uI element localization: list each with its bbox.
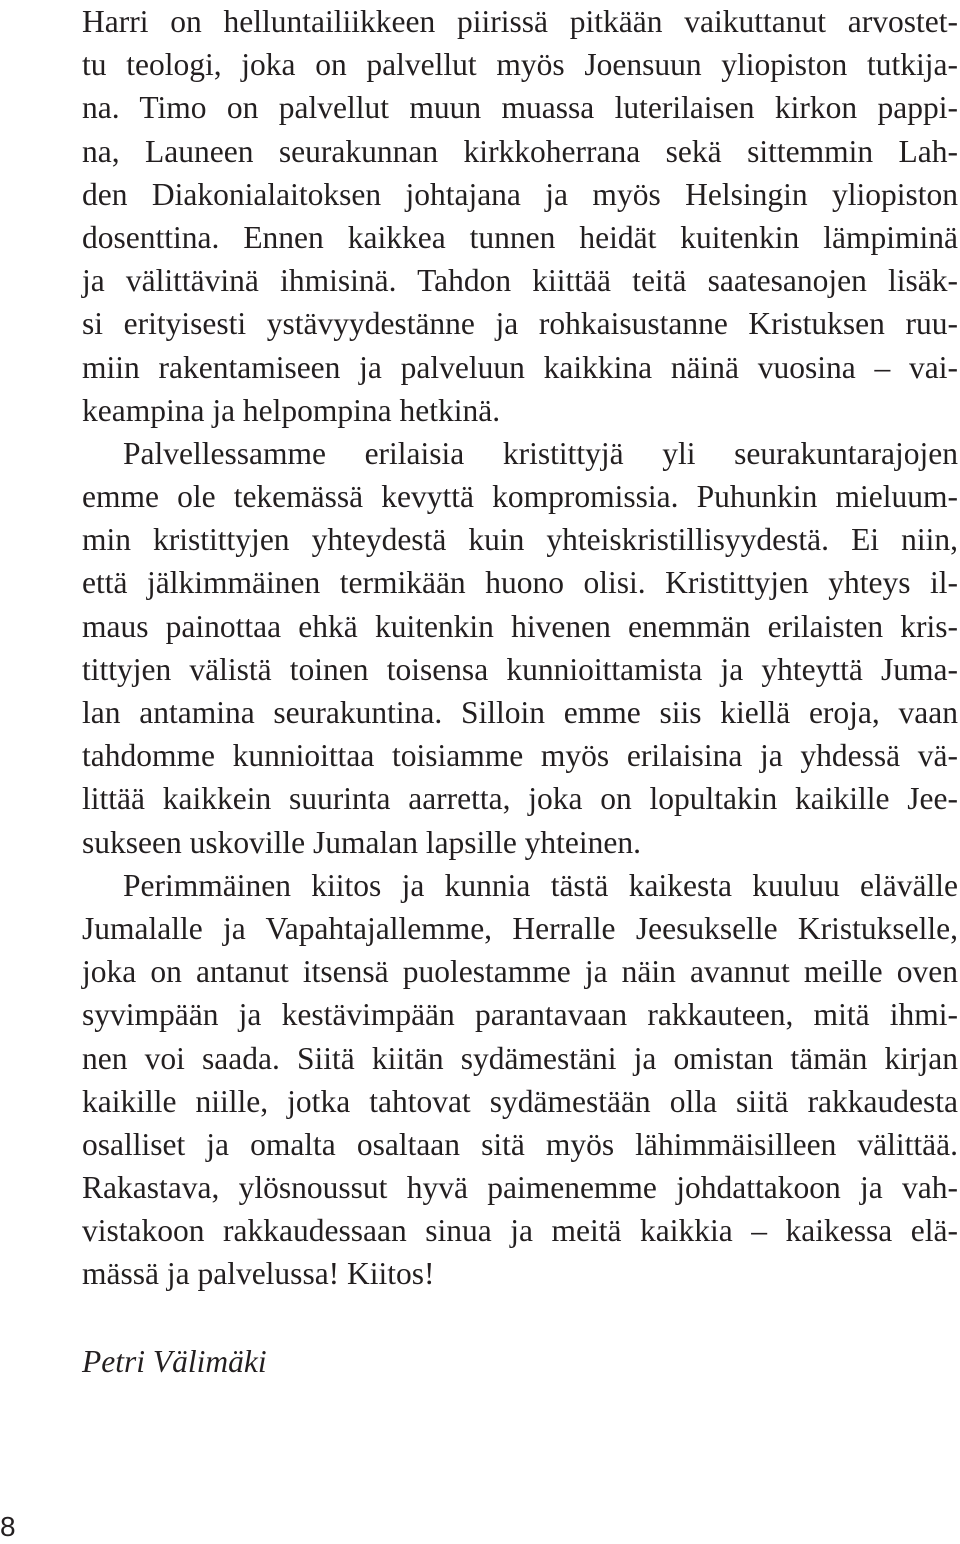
text-line: keampina ja helpompina hetkinä.	[82, 392, 501, 428]
text-line: kaikille niille, jotka tahtovat sydämestään olla siitä rakkaudesta	[82, 1083, 958, 1119]
text-line: tahdomme kunnioittaa toisiamme myös erilaisina ja yhdessä vä-	[82, 738, 958, 774]
text-line: min kristittyjen yhteydestä kuin yhteiskristillisyydestä. Ei niin,	[82, 522, 958, 558]
text-line: emme ole tekemässä kevyttä kompromissia. Puhunkin mieluum-	[82, 479, 958, 515]
text-line: tu teologi, joka on palvellut myös Joensuun yliopiston tutkija-	[82, 47, 958, 83]
text-line: littää kaikkein suurinta aarretta, joka on lopultakin kaikille Jee-	[82, 781, 958, 817]
text-line: na. Timo on palvellut muun muassa luterilaisen kirkon pappi-	[82, 90, 958, 126]
text-line: miin rakentamiseen ja palveluun kaikkina näinä vuosina – vai-	[82, 349, 958, 385]
text-line: Perimmäinen kiitos ja kunnia tästä kaikesta kuuluu elävälle	[123, 867, 958, 903]
paragraph-2	[82, 432, 958, 864]
text-line: että jälkimmäinen termikään huono olisi. Kristittyjen yhteys il-	[82, 565, 958, 601]
text-line: dosenttina. Ennen kaikkea tunnen heidät kuitenkin lämpiminä	[82, 219, 958, 255]
text-line: maus painottaa ehkä kuitenkin hivenen enemmän erilaisten kris-	[82, 608, 958, 644]
text-line: mässä ja palvelussa! Kiitos!	[82, 1256, 435, 1292]
text-line: nen voi saada. Siitä kiitän sydämestäni ja omistan tämän kirjan	[82, 1040, 958, 1076]
paragraph-3	[82, 864, 958, 1296]
text-line: lan antamina seurakuntina. Silloin emme siis kiellä eroja, vaan	[82, 695, 958, 730]
text-line: den Diakonialaitoksen johtajana ja myös Helsingin yliopiston	[82, 176, 958, 212]
text-line: osalliset ja omalta osaltaan sitä myös lähimmäisilleen välittää.	[82, 1126, 958, 1162]
text-line: ja välittävinä ihmisinä. Tahdon kiittää teitä saatesanojen lisäk-	[82, 263, 958, 299]
text-line: tittyjen välistä toinen toisensa kunnioittamista ja yhteyttä Juma-	[82, 651, 958, 687]
body-text	[82, 0, 958, 1296]
author-signature: Petri Välimäki	[82, 1344, 267, 1379]
text-line: vistakoon rakkaudessaan sinua ja meitä kaikkia – kaikessa elä-	[82, 1213, 958, 1249]
text-line: na, Launeen seurakunnan kirkkoherrana sekä sittemmin Lah-	[82, 133, 958, 169]
text-line: joka on antanut itsensä puolestamme ja näin avannut meille oven	[82, 954, 958, 990]
text-line: Rakastava, ylösnoussut hyvä paimenemme johdattakoon ja vah-	[82, 1170, 958, 1206]
text-line: syvimpään ja kestävimpään parantavaan rakkauteen, mitä ihmi-	[82, 997, 958, 1033]
page-number: 8	[0, 1511, 16, 1542]
paragraph-1	[82, 0, 958, 432]
text-line: si erityisesti ystävyydestänne ja rohkaisustanne Kristuksen ruu-	[82, 306, 958, 342]
text-line: Harri on helluntailiikkeen piirissä pitkään vaikuttanut arvostet-	[82, 4, 958, 39]
text-line: Jumalalle ja Vapahtajallemme, Herralle Jeesukselle Kristukselle,	[82, 910, 958, 946]
text-line: sukseen uskoville Jumalan lapsille yhteinen.	[82, 824, 642, 860]
text-line: Palvellessamme erilaisia kristittyjä yli seurakuntarajojen	[123, 435, 958, 471]
